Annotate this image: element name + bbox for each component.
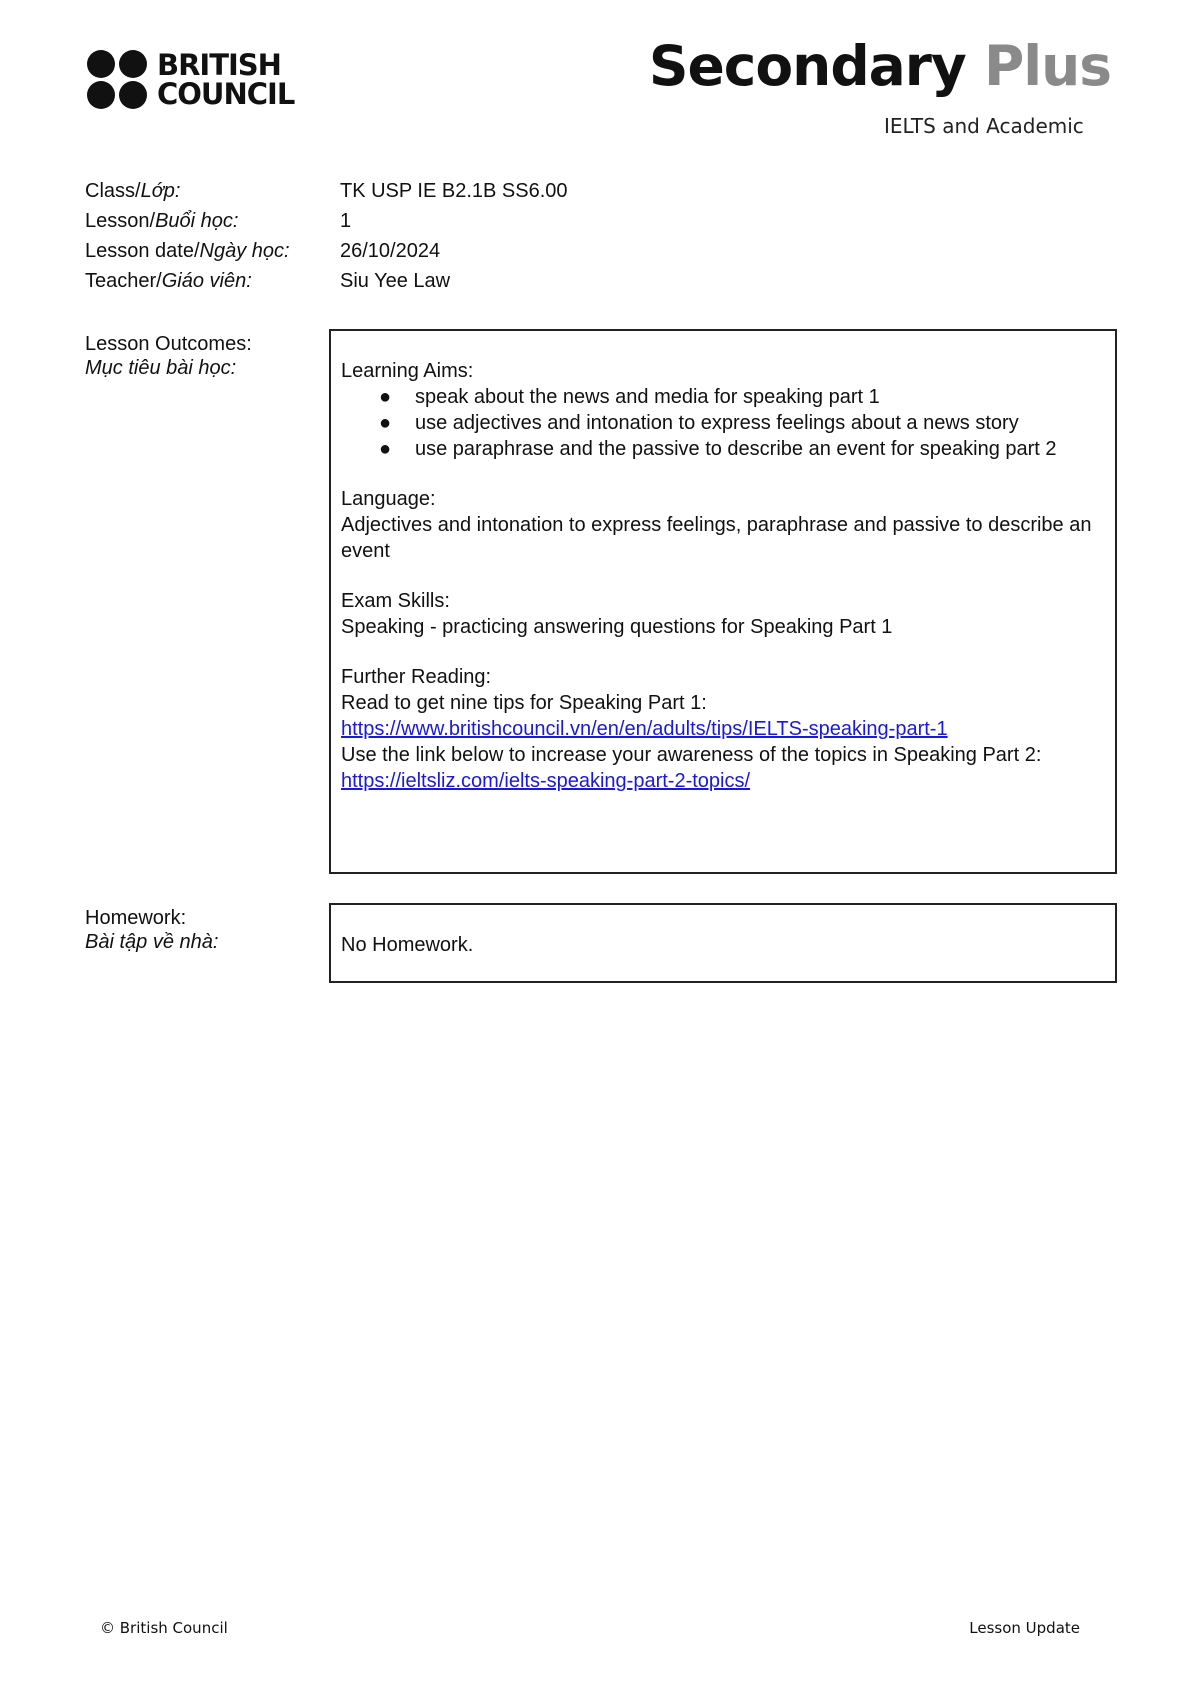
- logo-text: [157, 48, 295, 111]
- outcomes-label-block: [85, 332, 252, 380]
- date-label-vi: Ngày học:: [199, 240, 290, 262]
- logo-line-1: BRITISH: [157, 48, 281, 82]
- date-row: [85, 239, 441, 263]
- teacher-row: [85, 269, 451, 293]
- homework-label-block: [85, 906, 218, 954]
- homework-label-vi: Bài tập về nhà:: [85, 931, 219, 953]
- speaking-part-2-link[interactable]: https://ieltsliz.com/ielts-speaking-part-2-topics/: [341, 770, 751, 792]
- speaking-part-1-link[interactable]: https://www.britishcouncil.vn/en/en/adults/tips/IELTS-speaking-part-1: [341, 718, 948, 740]
- list-item: ● use paraphrase and the passive to describe an event for speaking part 2: [379, 438, 1057, 460]
- language-text: Adjectives and intonation to express feelings, paraphrase and passive to describe an event: [341, 514, 1092, 562]
- teacher-label: Teacher/: [85, 270, 162, 292]
- homework-box: [329, 903, 1117, 983]
- brand-subtitle: IELTS and Academic: [884, 114, 1084, 138]
- list-item: ● use adjectives and intonation to express feelings about a news story: [379, 412, 1019, 434]
- lesson-label-vi: Buổi học:: [155, 210, 239, 232]
- brand-title-secondary: Plus: [983, 34, 1111, 98]
- lesson-value: 1: [340, 210, 352, 232]
- class-value: TK USP IE B2.1B SS6.00: [340, 180, 568, 202]
- bullet-icon: ●: [379, 412, 392, 434]
- logo-dots-icon: [87, 50, 149, 110]
- learning-aims-list: [341, 384, 1105, 462]
- date-label: Lesson date/: [85, 240, 200, 262]
- outcomes-box: [329, 329, 1117, 874]
- learning-aims-heading: Learning Aims:: [341, 360, 474, 382]
- brand-title-primary: Secondary: [648, 34, 966, 98]
- teacher-value: Siu Yee Law: [340, 270, 451, 292]
- date-value: 26/10/2024: [340, 240, 441, 262]
- homework-label: Homework:: [85, 907, 187, 929]
- outcomes-label-vi: Mục tiêu bài học:: [85, 357, 237, 379]
- class-label: Class/: [85, 180, 141, 202]
- exam-skills-text: Speaking - practicing answering questions for Speaking Part 1: [341, 616, 893, 638]
- british-council-logo: [87, 50, 294, 110]
- bullet-icon: ●: [379, 438, 392, 460]
- footer-copyright: © British Council: [100, 1619, 228, 1637]
- homework-text: No Homework.: [341, 934, 474, 956]
- further-reading-intro: Read to get nine tips for Speaking Part 1:: [341, 692, 707, 714]
- bullet-icon: ●: [379, 386, 392, 408]
- further-reading-heading: Further Reading:: [341, 666, 492, 688]
- further-reading-text-2: Use the link below to increase your awareness of the topics in Speaking Part 2:: [341, 744, 1042, 766]
- class-label-vi: Lớp:: [140, 180, 181, 202]
- lesson-label: Lesson/: [85, 210, 156, 232]
- exam-skills-heading: Exam Skills:: [341, 590, 450, 612]
- footer-lesson-update: Lesson Update: [969, 1619, 1080, 1637]
- brand-title: [649, 34, 1111, 98]
- teacher-label-vi: Giáo viên:: [161, 270, 252, 292]
- outcomes-label: Lesson Outcomes:: [85, 333, 252, 355]
- list-item: ● speak about the news and media for speaking part 1: [379, 386, 880, 408]
- logo-line-2: COUNCIL: [157, 77, 295, 111]
- language-heading: Language:: [341, 488, 436, 510]
- class-row: [85, 179, 568, 203]
- lesson-row: [85, 209, 352, 233]
